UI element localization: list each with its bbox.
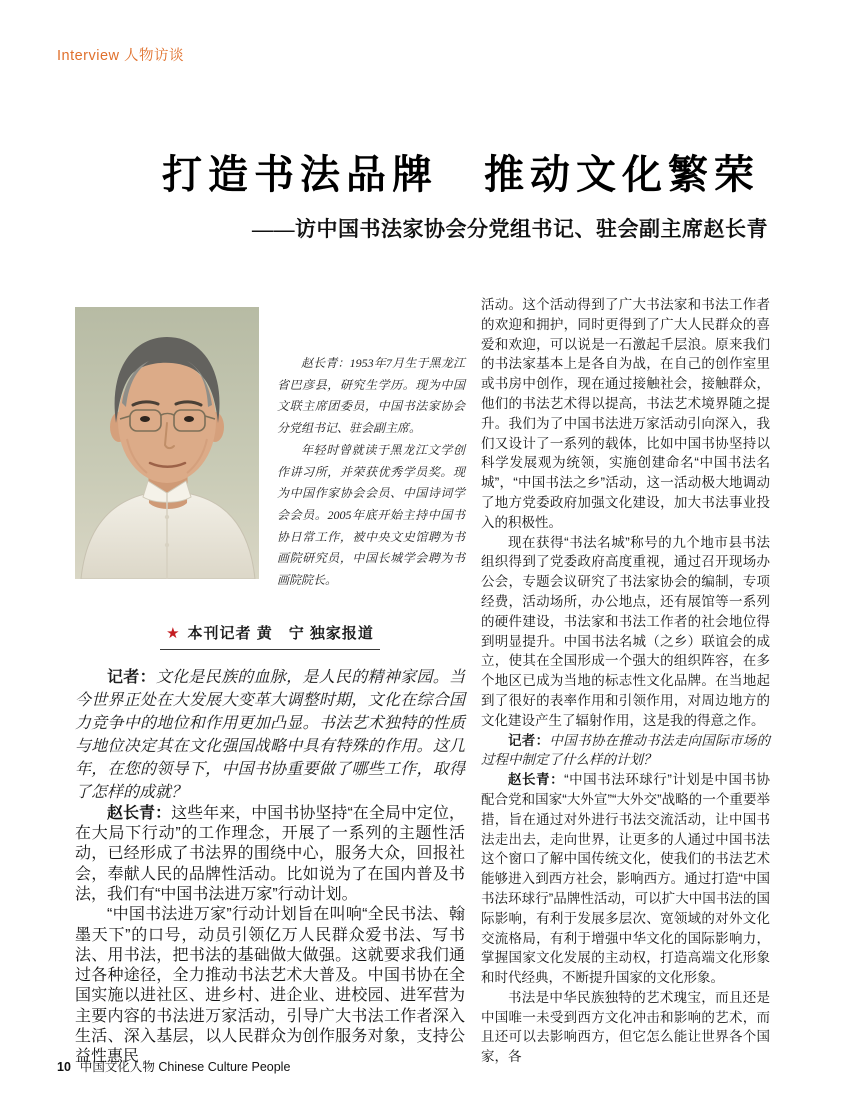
speaker-label: 记者：: [508, 732, 550, 748]
paragraph-text: 书法是中华民族独特的艺术瑰宝，而且还是中国唯一未受到西方文化冲击和影响的艺术，而且还可以去影响西方，但它怎么能让世界各个国家，各: [481, 989, 770, 1065]
answer-paragraph: [75, 804, 465, 905]
speaker-label: 赵长青：: [508, 772, 565, 788]
article-right-column: [481, 295, 770, 1067]
page-title: 打造书法品牌 推动文化繁荣: [162, 152, 760, 197]
page-footer: [57, 1057, 290, 1075]
speaker-label: 赵长青：: [107, 804, 172, 822]
intro-block: [75, 307, 465, 592]
left-column-text: [75, 666, 465, 1068]
section-label: Interview 人物访谈: [57, 48, 185, 64]
page-subtitle: ——访中国书法家协会分党组书记、驻会副主席赵长青: [252, 217, 768, 241]
magazine-name: 中国文化人物 Chinese Culture People: [79, 1060, 291, 1074]
paragraph-text: 中国书协在推动书法走向国际市场的过程中制定了什么样的计划？: [481, 732, 771, 768]
byline-text: 本刊记者 黄 宁 独家报道: [187, 624, 374, 642]
bio-paragraph: 年轻时曾就读于黑龙江文学创作讲习所，并荣获优秀学员奖。现为中国作家协会会员、中国诗词学会会员。2005年底开始主持中国书协日常工作，被中央文史馆聘为书画院研究员，中国长城学会聘为书画院院长。: [277, 442, 465, 588]
page-number: 10: [57, 1060, 71, 1074]
question-paragraph: [75, 666, 465, 804]
paragraph-text: 文化是民族的血脉，是人民的精神家园。当今世界正处在大发展大变革大调整时期，文化在综合国力竞争中的地位和作用更加凸显。书法艺术独特的性质与地位决定其在文化强国战略中具有特殊的作用。这几年，在您的领导下，中国书协重要做了哪些工作，取得了怎样的成就？: [75, 668, 465, 801]
byline: [160, 622, 380, 650]
portrait-photo: [75, 307, 259, 579]
paragraph-text: 这些年来，中国书协坚持“在全局中定位，在大局下行动”的工作理念，开展了一系列的主题性活动，已经形成了书法界的围绕中心，服务大众，回报社会，奉献人民的品牌性活动。比如说为了在国内普及书法，我们有“中国书法进万家”行动计划。: [75, 804, 465, 903]
answer-paragraph: [481, 988, 770, 1067]
answer-paragraph: [481, 295, 770, 533]
bio-paragraph: 赵长青：1953年7月生于黑龙江省巴彦县，研究生学历。现为中国文联主席团委员，中国书法家协会分党组书记、驻会副主席。: [277, 356, 465, 436]
answer-paragraph: [481, 770, 770, 988]
article-left-column: [75, 307, 465, 1068]
answer-paragraph: [75, 905, 465, 1067]
paragraph-text: “中国书法环球行”计划是中国书协配合党和国家“大外宣”“大外交”战略的一个重要举措，旨在通过对外进行书法交流活动，让中国书法走出去，走向世界，让更多的人通过中国书法这个窗口了解中国传统文化，使我们的书法艺术能够进入到西方社会，影响西方。通过打造“中国书法环球行”品牌性活动，可以扩大中国书法的国际影响，有利于发展多层次、宽领域的对外文化交流格局，有利于增强中华文化的国际影响力，掌握国家文化发展的主动权，打造高端文化形象和时代经典，不断提升国家的文化形象。: [481, 772, 770, 986]
paragraph-text: 活动。这个活动得到了广大书法家和书法工作者的欢迎和拥护，同时更得到了广大人民群众的喜爱和欢迎，可以说是一石激起千层浪。原来我们的书法家基本上是各自为战，在自己的创作室里或书房中创作，现在通过接触社会，接触群众，他们的书法艺术得以提高，书法艺术境界随之提升。我们为了中国书法进万家活动引向深入，我们又设计了一系列的载体，比如中国书协坚持以科学发展观为统领，实施创建命名“中国书法名城”，“中国书法之乡”活动，这一活动极大地调动了地方党委政府加强文化建设，加大书法事业投入的积极性。: [481, 297, 770, 530]
speaker-label: 记者：: [107, 668, 156, 686]
paragraph-text: “中国书法进万家”行动计划旨在叫响“全民书法、翰墨天下”的口号，动员引领亿万人民群众爱书法、写书法、用书法，把书法的基础做大做强。这就要求我们通过各种途径，全力推动书法艺术大普及。中国书协在全国实施以进社区、进乡村、进企业、进校园、进军营为主要内容的书法进万家活动，引导广大书法工作者深入生活、深入基层，以人民群众为创作服务对象，支持公益性惠民: [75, 906, 465, 1066]
paragraph-text: 现在获得“书法名城”称号的九个地市县书法组织得到了党委政府高度重视，通过召开现场办公会，专题会议研究了书法家协会的编制，专项经费，活动场所，办公地点，还有展馆等一系列的硬件建设，书法家和书法工作者的社会地位得到明显提升。中国书法名城（之乡）联谊会的成立，使其在全国形成一个强大的组织阵容，在多个地区已成为当地的标志性文化品牌。在当地起到了很好的表率作用和引领作用，对周边地方的文化建设产生了辐射作用，这是我的得意之作。: [481, 534, 770, 728]
answer-paragraph: [481, 533, 770, 731]
star-icon: ★: [166, 624, 181, 642]
question-paragraph: [481, 731, 770, 771]
bio-text: [277, 307, 465, 592]
